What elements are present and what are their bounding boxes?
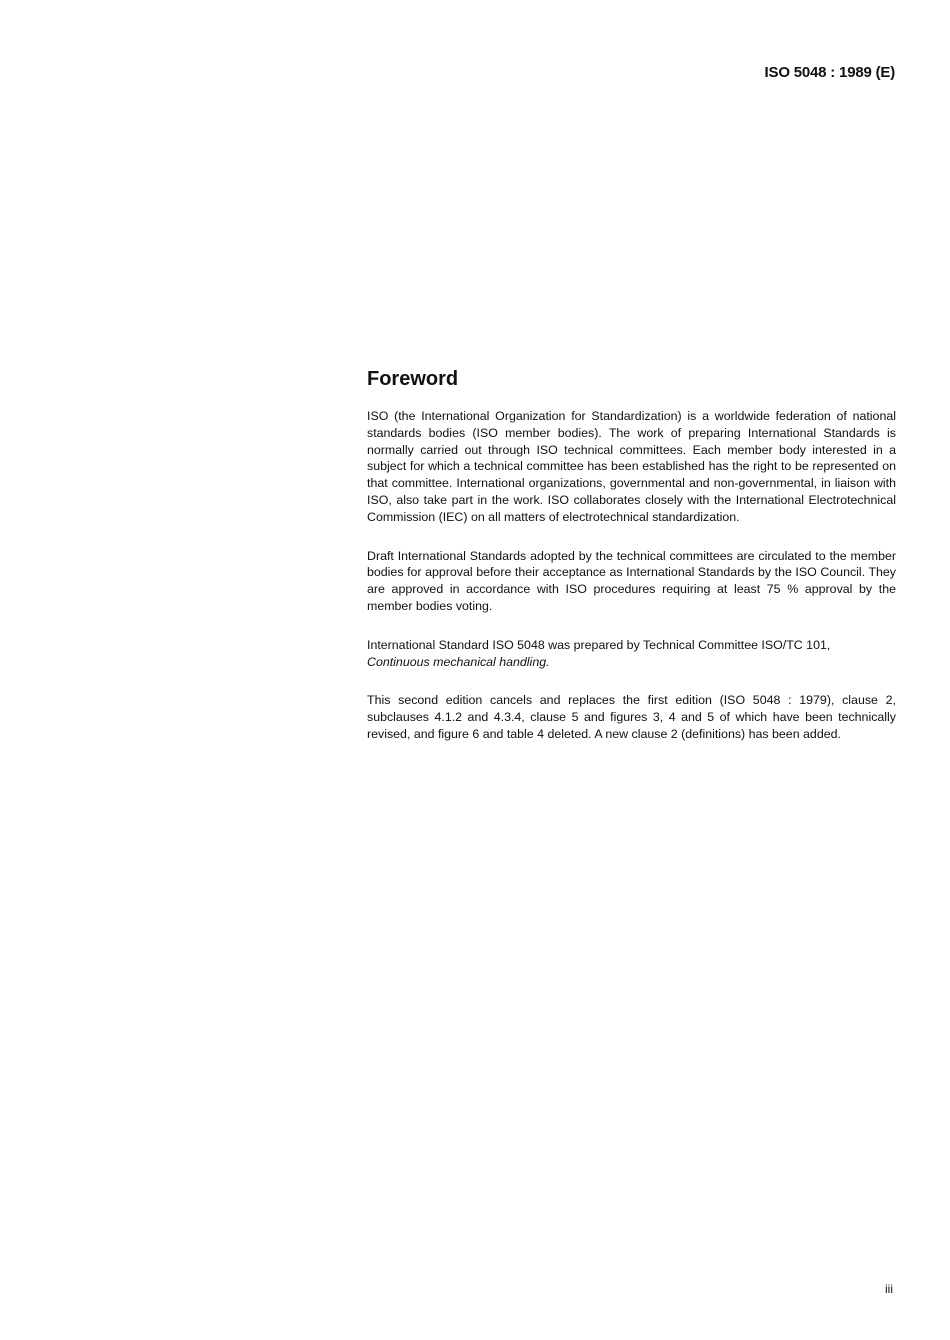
section-title: Foreword (367, 368, 459, 390)
page-number: iii (885, 1282, 893, 1296)
preparation-text: International Standard ISO 5048 was prepared by Technical Committee ISO/TC 101, (367, 637, 831, 652)
paragraph-iso-intro: ISO (the International Organization for Standardization) is a worldwide federation of national standards bodies (ISO member bodies). The work of preparing International Standards is normally carried out through ISO technical committees. Each member body interested in a subject for which a technical committee has been established has the right to be represented on that committee. International organizations, governmental and non-governmental, in liaison with ISO, also take part in the work. ISO collaborates closely with the International Electrotechnical Commission (IEC) on all matters of electrotechnical standardization. (367, 409, 896, 524)
foreword-section (367, 366, 896, 765)
paragraph-edition-note: This second edition cancels and replaces the first edition (ISO 5048 : 1979), clause 2, subclauses 4.1.2 and 4.3.4, clause 5 and figures 3, 4 and 5 of which have been technically revised, and figure 6 and table 4 deleted. A new clause 2 (definitions) has been added. (367, 693, 896, 741)
paragraph-draft-standards: Draft International Standards adopted by the technical committees are circulated to the member bodies for approval before their acceptance as International Standards by the ISO Council. They are approved in accordance with ISO procedures requiring at least 75 % approval by the member bodies voting. (367, 548, 896, 613)
document-identifier: ISO 5048 : 1989 (E) (764, 64, 895, 81)
committee-title: Continuous mechanical handling. (367, 654, 550, 669)
paragraph-preparation (367, 637, 896, 671)
